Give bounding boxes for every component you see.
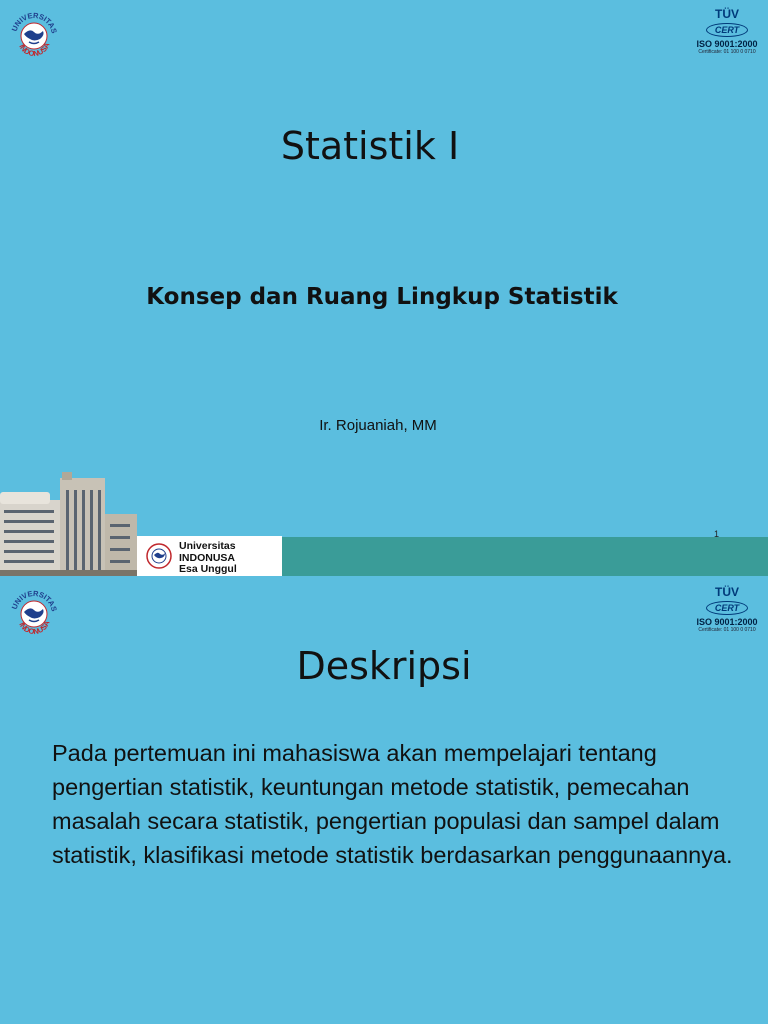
certificate-number: Certificate: 01 100 0 0710 — [698, 627, 756, 633]
campus-building-image — [0, 470, 137, 576]
tuv-label: TÜV — [715, 585, 739, 599]
university-seal-icon — [8, 8, 60, 64]
iso-label: ISO 9001:2000 — [696, 617, 758, 627]
slide-subtitle: Konsep dan Ruang Lingkup Statistik — [146, 284, 618, 310]
slide-title: Deskripsi — [296, 644, 472, 688]
university-seal-icon — [8, 586, 60, 642]
cert-label: CERT — [706, 601, 748, 615]
brand-line-2: INDONUSA — [179, 551, 236, 564]
university-brand — [137, 536, 282, 576]
svg-text:UNIVERSITAS: UNIVERSITAS — [9, 10, 59, 35]
small-seal-icon — [145, 541, 173, 571]
certificate-number: Certificate: 01 100 0 0710 — [698, 49, 756, 55]
iso-label: ISO 9001:2000 — [696, 39, 758, 49]
slide-title: Statistik I — [280, 124, 460, 168]
svg-text:UNIVERSITAS: UNIVERSITAS — [9, 588, 59, 613]
brand-line-1: Universitas — [179, 540, 236, 552]
footer-bar — [282, 537, 768, 576]
slide-body: Pada pertemuan ini mahasiswa akan mempelajari tentang pengertian statistik, keuntungan metode statistik, pemecahan masalah secara statistik, pengertian populasi dan sampel dalam statistik, klasifikasi metode statistik berdasarkan penggunaannya. — [52, 740, 733, 868]
tuv-cert-icon — [696, 8, 758, 58]
page-number: 1 — [714, 529, 720, 539]
cert-label: CERT — [706, 23, 748, 37]
author-name: Ir. Rojuaniah, MM — [319, 417, 437, 434]
brand-line-3: Esa Unggul — [179, 563, 237, 575]
svg-text:INDONUSA: INDONUSA — [17, 619, 52, 637]
tuv-cert-icon — [696, 586, 758, 636]
svg-text:INDONUSA: INDONUSA — [17, 41, 52, 59]
tuv-label: TÜV — [715, 7, 739, 21]
slide-2 — [0, 578, 768, 1024]
